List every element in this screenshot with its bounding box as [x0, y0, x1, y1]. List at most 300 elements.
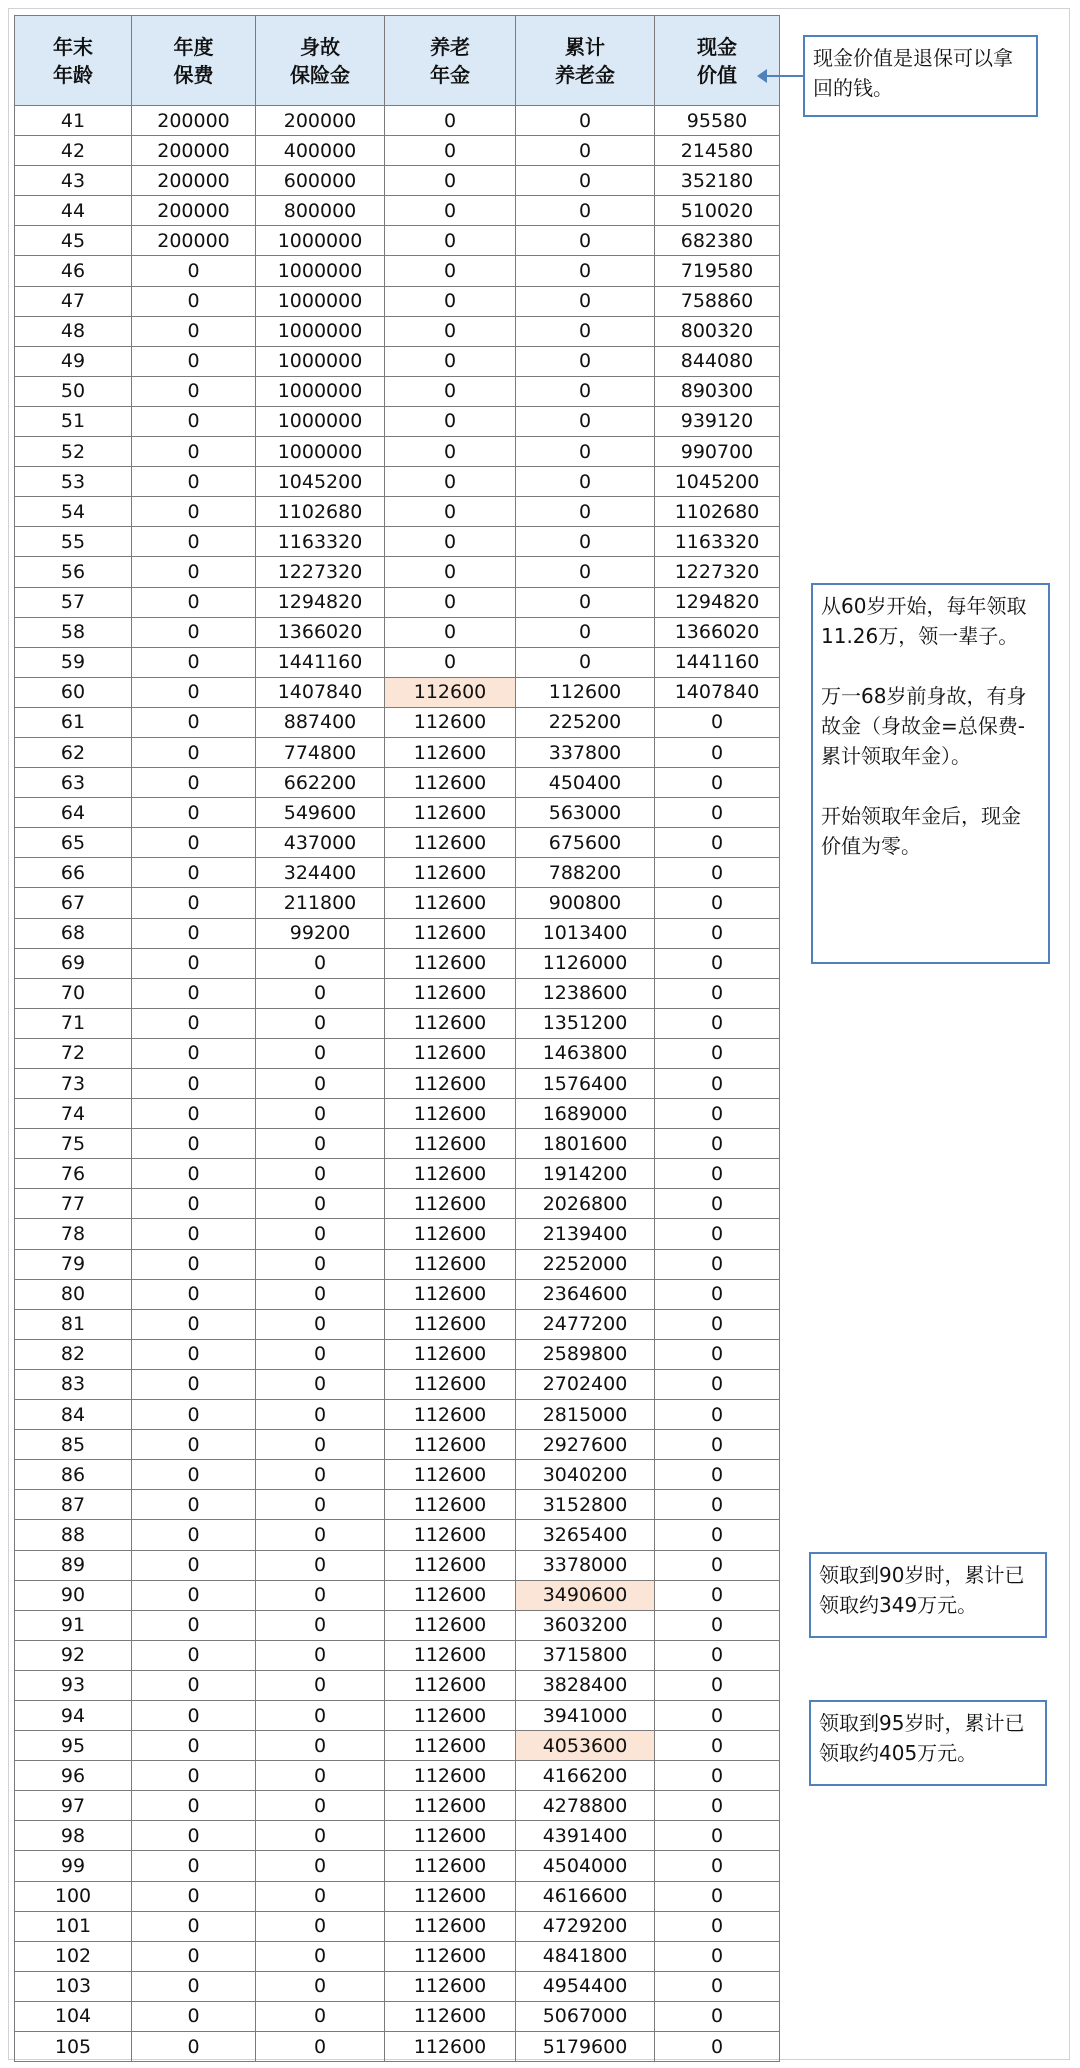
cell-death-benefit: 0	[256, 1580, 385, 1610]
cell-age: 93	[15, 1670, 132, 1700]
cell-age: 90	[15, 1580, 132, 1610]
cell-pension-annuity: 112600	[385, 1249, 516, 1279]
table-row	[15, 557, 780, 587]
cell-death-benefit: 99200	[256, 918, 385, 948]
cell-annual-premium: 200000	[132, 106, 256, 136]
cell-age: 47	[15, 286, 132, 316]
table-row	[15, 737, 780, 767]
cell-death-benefit: 0	[256, 1791, 385, 1821]
cell-cash-value: 0	[655, 1249, 780, 1279]
table-row	[15, 346, 780, 376]
cell-annual-premium: 0	[132, 437, 256, 467]
note-age-95: 领取到95岁时，累计已领取约405万元。	[809, 1700, 1047, 1786]
cell-death-benefit: 0	[256, 1129, 385, 1159]
cell-annual-premium: 0	[132, 677, 256, 707]
table-row	[15, 1219, 780, 1249]
cell-cash-value: 0	[655, 1941, 780, 1971]
note-cash-value: 现金价值是退保可以拿回的钱。	[803, 35, 1038, 117]
cell-age: 88	[15, 1520, 132, 1550]
cell-cumulative-pension: 0	[516, 437, 655, 467]
table-row	[15, 1008, 780, 1038]
cell-age: 56	[15, 557, 132, 587]
cell-age: 100	[15, 1881, 132, 1911]
header-annual-premium: 年度 保费	[132, 16, 256, 106]
cell-cash-value: 682380	[655, 226, 780, 256]
cell-annual-premium: 0	[132, 1309, 256, 1339]
cell-annual-premium: 0	[132, 948, 256, 978]
cell-death-benefit: 0	[256, 1851, 385, 1881]
cell-pension-annuity: 112600	[385, 1189, 516, 1219]
cell-annual-premium: 0	[132, 527, 256, 557]
cell-annual-premium: 0	[132, 617, 256, 647]
cell-pension-annuity: 112600	[385, 1400, 516, 1430]
cell-cash-value: 510020	[655, 196, 780, 226]
cell-age: 68	[15, 918, 132, 948]
cell-cash-value: 214580	[655, 136, 780, 166]
cell-cash-value: 0	[655, 1580, 780, 1610]
cell-pension-annuity: 0	[385, 196, 516, 226]
cell-cash-value: 1102680	[655, 497, 780, 527]
cell-age: 49	[15, 346, 132, 376]
cell-death-benefit: 400000	[256, 136, 385, 166]
cell-pension-annuity: 112600	[385, 768, 516, 798]
cell-age: 42	[15, 136, 132, 166]
table-row	[15, 587, 780, 617]
cell-death-benefit: 774800	[256, 737, 385, 767]
cell-annual-premium: 0	[132, 647, 256, 677]
cell-annual-premium: 0	[132, 286, 256, 316]
table-header-row	[15, 16, 780, 106]
cell-age: 51	[15, 406, 132, 436]
cell-annual-premium: 0	[132, 1700, 256, 1730]
table-row	[15, 1159, 780, 1189]
cell-pension-annuity: 0	[385, 376, 516, 406]
cell-cumulative-pension: 2589800	[516, 1339, 655, 1369]
cell-pension-annuity: 112600	[385, 1670, 516, 1700]
cell-annual-premium: 0	[132, 1249, 256, 1279]
note-annuity-explanation	[811, 583, 1050, 964]
cell-cash-value: 0	[655, 768, 780, 798]
cell-cumulative-pension: 3941000	[516, 1700, 655, 1730]
cell-cash-value: 0	[655, 1159, 780, 1189]
cell-cash-value: 0	[655, 1460, 780, 1490]
cell-age: 46	[15, 256, 132, 286]
cell-cumulative-pension: 0	[516, 196, 655, 226]
cell-death-benefit: 0	[256, 1189, 385, 1219]
cell-death-benefit: 211800	[256, 888, 385, 918]
table-row	[15, 527, 780, 557]
cell-annual-premium: 0	[132, 1851, 256, 1881]
table-body	[15, 106, 780, 2062]
cell-death-benefit: 0	[256, 1369, 385, 1399]
cell-cash-value: 800320	[655, 316, 780, 346]
table-row	[15, 1129, 780, 1159]
cell-cumulative-pension: 112600	[516, 677, 655, 707]
table-row	[15, 1821, 780, 1851]
cell-cash-value: 1294820	[655, 587, 780, 617]
cell-cumulative-pension: 2927600	[516, 1430, 655, 1460]
cell-age: 48	[15, 316, 132, 346]
cell-pension-annuity: 112600	[385, 1069, 516, 1099]
cell-cash-value: 0	[655, 1520, 780, 1550]
cell-cumulative-pension: 4504000	[516, 1851, 655, 1881]
cell-cash-value: 890300	[655, 376, 780, 406]
cell-cumulative-pension: 1914200	[516, 1159, 655, 1189]
cell-cumulative-pension: 4616600	[516, 1881, 655, 1911]
cell-cash-value: 0	[655, 1550, 780, 1580]
cell-death-benefit: 1000000	[256, 256, 385, 286]
cell-pension-annuity: 0	[385, 467, 516, 497]
cell-age: 101	[15, 1911, 132, 1941]
cell-pension-annuity: 112600	[385, 1881, 516, 1911]
cell-cash-value: 0	[655, 1099, 780, 1129]
cell-pension-annuity: 112600	[385, 737, 516, 767]
cell-death-benefit: 0	[256, 1038, 385, 1068]
cell-cash-value: 0	[655, 1700, 780, 1730]
cell-death-benefit: 800000	[256, 196, 385, 226]
cell-cash-value: 0	[655, 1400, 780, 1430]
cell-age: 64	[15, 798, 132, 828]
table-row	[15, 1610, 780, 1640]
cell-pension-annuity: 112600	[385, 1038, 516, 1068]
cell-cash-value: 1407840	[655, 677, 780, 707]
table-row	[15, 136, 780, 166]
cell-death-benefit: 0	[256, 1309, 385, 1339]
cell-cash-value: 0	[655, 1038, 780, 1068]
cell-cumulative-pension: 3040200	[516, 1460, 655, 1490]
cell-death-benefit: 0	[256, 1941, 385, 1971]
cell-cumulative-pension: 225200	[516, 707, 655, 737]
cell-age: 96	[15, 1761, 132, 1791]
cell-age: 50	[15, 376, 132, 406]
cell-cash-value: 0	[655, 978, 780, 1008]
cell-cumulative-pension: 0	[516, 166, 655, 196]
cell-cumulative-pension: 1801600	[516, 1129, 655, 1159]
cell-pension-annuity: 112600	[385, 1731, 516, 1761]
cell-cash-value: 0	[655, 1971, 780, 2001]
table-row	[15, 2001, 780, 2031]
cell-cash-value: 990700	[655, 437, 780, 467]
cell-cumulative-pension: 0	[516, 316, 655, 346]
cell-cumulative-pension: 3490600	[516, 1580, 655, 1610]
cell-annual-premium: 0	[132, 1189, 256, 1219]
cell-pension-annuity: 112600	[385, 1761, 516, 1791]
cell-death-benefit: 0	[256, 1520, 385, 1550]
cell-annual-premium: 0	[132, 737, 256, 767]
cell-cumulative-pension: 2477200	[516, 1309, 655, 1339]
cell-pension-annuity: 0	[385, 647, 516, 677]
cell-pension-annuity: 0	[385, 527, 516, 557]
cell-annual-premium: 0	[132, 1670, 256, 1700]
note-annuity-death: 万一68岁前身故，有身故金（身故金=总保费-累计领取年金）。	[821, 684, 1027, 768]
cell-cash-value: 1045200	[655, 467, 780, 497]
table-row	[15, 888, 780, 918]
table-row	[15, 256, 780, 286]
cell-annual-premium: 0	[132, 376, 256, 406]
cell-death-benefit: 437000	[256, 828, 385, 858]
table-row	[15, 2032, 780, 2062]
cell-age: 75	[15, 1129, 132, 1159]
cell-annual-premium: 0	[132, 1640, 256, 1670]
cell-cash-value: 0	[655, 1008, 780, 1038]
cell-pension-annuity: 112600	[385, 1851, 516, 1881]
note-annuity-start: 从60岁开始，每年领取11.26万，领一辈子。	[821, 594, 1027, 648]
cell-cash-value: 0	[655, 1279, 780, 1309]
cell-annual-premium: 0	[132, 1159, 256, 1189]
cell-cumulative-pension: 4841800	[516, 1941, 655, 1971]
cell-death-benefit: 1045200	[256, 467, 385, 497]
cell-pension-annuity: 0	[385, 166, 516, 196]
cell-age: 74	[15, 1099, 132, 1129]
cell-pension-annuity: 112600	[385, 1159, 516, 1189]
cell-annual-premium: 0	[132, 587, 256, 617]
cell-cumulative-pension: 4166200	[516, 1761, 655, 1791]
cell-cumulative-pension: 0	[516, 106, 655, 136]
cell-pension-annuity: 0	[385, 226, 516, 256]
cell-cumulative-pension: 4053600	[516, 1731, 655, 1761]
table-row	[15, 1460, 780, 1490]
cell-age: 80	[15, 1279, 132, 1309]
table-row	[15, 798, 780, 828]
table-row	[15, 1791, 780, 1821]
table-row	[15, 1038, 780, 1068]
table-row	[15, 286, 780, 316]
cell-death-benefit: 0	[256, 1821, 385, 1851]
cell-cumulative-pension: 2702400	[516, 1369, 655, 1399]
cell-cash-value: 0	[655, 1069, 780, 1099]
cell-annual-premium: 0	[132, 1430, 256, 1460]
cell-age: 60	[15, 677, 132, 707]
cell-annual-premium: 0	[132, 1369, 256, 1399]
cell-annual-premium: 0	[132, 768, 256, 798]
table-row	[15, 617, 780, 647]
cell-death-benefit: 0	[256, 1219, 385, 1249]
cell-cumulative-pension: 0	[516, 406, 655, 436]
cell-age: 45	[15, 226, 132, 256]
cell-death-benefit: 0	[256, 1911, 385, 1941]
cell-cumulative-pension: 5067000	[516, 2001, 655, 2031]
cell-cumulative-pension: 900800	[516, 888, 655, 918]
cell-pension-annuity: 112600	[385, 1369, 516, 1399]
cell-pension-annuity: 112600	[385, 918, 516, 948]
cell-cash-value: 0	[655, 948, 780, 978]
cell-annual-premium: 0	[132, 406, 256, 436]
cell-age: 85	[15, 1430, 132, 1460]
cell-age: 95	[15, 1731, 132, 1761]
cell-annual-premium: 0	[132, 1129, 256, 1159]
cell-age: 102	[15, 1941, 132, 1971]
cell-annual-premium: 0	[132, 1038, 256, 1068]
header-age: 年末 年龄	[15, 16, 132, 106]
cell-age: 67	[15, 888, 132, 918]
cell-pension-annuity: 112600	[385, 1911, 516, 1941]
table-row	[15, 1279, 780, 1309]
cell-annual-premium: 0	[132, 1791, 256, 1821]
table-row	[15, 1249, 780, 1279]
table-row	[15, 1099, 780, 1129]
cell-death-benefit: 0	[256, 1069, 385, 1099]
cell-annual-premium: 0	[132, 1821, 256, 1851]
cell-pension-annuity: 112600	[385, 677, 516, 707]
cell-cumulative-pension: 0	[516, 256, 655, 286]
cell-cumulative-pension: 4729200	[516, 1911, 655, 1941]
table-row	[15, 1941, 780, 1971]
cell-pension-annuity: 112600	[385, 1640, 516, 1670]
cell-age: 91	[15, 1610, 132, 1640]
cell-pension-annuity: 0	[385, 106, 516, 136]
cell-pension-annuity: 0	[385, 557, 516, 587]
cell-cash-value: 1163320	[655, 527, 780, 557]
cell-cumulative-pension: 337800	[516, 737, 655, 767]
note-annuity-cash: 开始领取年金后，现金价值为零。	[821, 804, 1021, 858]
cell-cumulative-pension: 2364600	[516, 1279, 655, 1309]
cell-age: 77	[15, 1189, 132, 1219]
cell-death-benefit: 1227320	[256, 557, 385, 587]
cell-death-benefit: 324400	[256, 858, 385, 888]
cell-death-benefit: 0	[256, 1550, 385, 1580]
cell-annual-premium: 0	[132, 1400, 256, 1430]
table-row	[15, 1430, 780, 1460]
cell-cumulative-pension: 563000	[516, 798, 655, 828]
cell-pension-annuity: 112600	[385, 1821, 516, 1851]
cell-death-benefit: 600000	[256, 166, 385, 196]
cell-annual-premium: 0	[132, 707, 256, 737]
cell-death-benefit: 1163320	[256, 527, 385, 557]
insurance-benefit-table	[14, 15, 780, 2062]
cell-death-benefit: 0	[256, 1731, 385, 1761]
cell-annual-premium: 0	[132, 557, 256, 587]
cell-death-benefit: 1000000	[256, 406, 385, 436]
cell-age: 105	[15, 2032, 132, 2062]
cell-cumulative-pension: 0	[516, 617, 655, 647]
cell-cumulative-pension: 450400	[516, 768, 655, 798]
cell-pension-annuity: 112600	[385, 978, 516, 1008]
table-row	[15, 978, 780, 1008]
cell-age: 54	[15, 497, 132, 527]
cell-annual-premium: 0	[132, 1550, 256, 1580]
cell-cash-value: 0	[655, 1369, 780, 1399]
cell-cumulative-pension: 3152800	[516, 1490, 655, 1520]
cell-cash-value: 0	[655, 707, 780, 737]
cell-age: 59	[15, 647, 132, 677]
table-row	[15, 768, 780, 798]
cell-cash-value: 0	[655, 1339, 780, 1369]
cell-pension-annuity: 112600	[385, 2001, 516, 2031]
cell-death-benefit: 0	[256, 1400, 385, 1430]
cell-death-benefit: 0	[256, 1881, 385, 1911]
cell-cash-value: 0	[655, 1911, 780, 1941]
cell-pension-annuity: 112600	[385, 1339, 516, 1369]
cell-cumulative-pension: 1689000	[516, 1099, 655, 1129]
table-row	[15, 948, 780, 978]
cell-cumulative-pension: 1351200	[516, 1008, 655, 1038]
cell-pension-annuity: 0	[385, 406, 516, 436]
table-row	[15, 1369, 780, 1399]
cell-age: 84	[15, 1400, 132, 1430]
cell-death-benefit: 0	[256, 2001, 385, 2031]
cell-age: 97	[15, 1791, 132, 1821]
table-row	[15, 1520, 780, 1550]
cell-age: 78	[15, 1219, 132, 1249]
cell-cash-value: 0	[655, 1490, 780, 1520]
cell-age: 86	[15, 1460, 132, 1490]
cell-cumulative-pension: 2026800	[516, 1189, 655, 1219]
table-row	[15, 437, 780, 467]
header-cumulative-pension: 累计 养老金	[516, 16, 655, 106]
table-row	[15, 707, 780, 737]
cell-pension-annuity: 112600	[385, 948, 516, 978]
cell-annual-premium: 0	[132, 1460, 256, 1490]
cell-cash-value: 0	[655, 1219, 780, 1249]
cell-pension-annuity: 112600	[385, 1700, 516, 1730]
cell-death-benefit: 1000000	[256, 226, 385, 256]
cell-age: 104	[15, 2001, 132, 2031]
cell-age: 43	[15, 166, 132, 196]
cell-pension-annuity: 0	[385, 497, 516, 527]
cell-annual-premium: 0	[132, 1279, 256, 1309]
cell-annual-premium: 0	[132, 1069, 256, 1099]
cell-death-benefit: 1000000	[256, 316, 385, 346]
table-row	[15, 1971, 780, 2001]
cell-cash-value: 0	[655, 888, 780, 918]
cell-annual-premium: 0	[132, 497, 256, 527]
cell-annual-premium: 0	[132, 1731, 256, 1761]
cell-death-benefit: 0	[256, 1430, 385, 1460]
cell-pension-annuity: 112600	[385, 1550, 516, 1580]
cell-cumulative-pension: 3265400	[516, 1520, 655, 1550]
cell-age: 65	[15, 828, 132, 858]
cell-pension-annuity: 112600	[385, 1008, 516, 1038]
table-row	[15, 918, 780, 948]
cell-annual-premium: 0	[132, 1008, 256, 1038]
table-row	[15, 677, 780, 707]
cell-death-benefit: 1366020	[256, 617, 385, 647]
cell-annual-premium: 0	[132, 1520, 256, 1550]
cell-cash-value: 0	[655, 2032, 780, 2062]
cell-cash-value: 0	[655, 1640, 780, 1670]
cell-age: 63	[15, 768, 132, 798]
cell-age: 87	[15, 1490, 132, 1520]
cell-cumulative-pension: 1013400	[516, 918, 655, 948]
cell-age: 89	[15, 1550, 132, 1580]
cell-cumulative-pension: 0	[516, 136, 655, 166]
cell-death-benefit: 0	[256, 978, 385, 1008]
cell-cumulative-pension: 0	[516, 587, 655, 617]
cell-death-benefit: 0	[256, 2032, 385, 2062]
table-row	[15, 1550, 780, 1580]
cell-cumulative-pension: 675600	[516, 828, 655, 858]
cell-cumulative-pension: 2139400	[516, 1219, 655, 1249]
cell-pension-annuity: 112600	[385, 1791, 516, 1821]
cell-cumulative-pension: 0	[516, 647, 655, 677]
cell-age: 83	[15, 1369, 132, 1399]
cell-pension-annuity: 112600	[385, 888, 516, 918]
table-row	[15, 647, 780, 677]
table-row	[15, 376, 780, 406]
cell-pension-annuity: 112600	[385, 1580, 516, 1610]
cell-age: 73	[15, 1069, 132, 1099]
cell-cumulative-pension: 1126000	[516, 948, 655, 978]
cell-cash-value: 758860	[655, 286, 780, 316]
cell-annual-premium: 0	[132, 256, 256, 286]
table-row	[15, 1069, 780, 1099]
cell-cash-value: 0	[655, 1610, 780, 1640]
cell-cumulative-pension: 788200	[516, 858, 655, 888]
cell-pension-annuity: 112600	[385, 1129, 516, 1159]
cell-pension-annuity: 0	[385, 437, 516, 467]
cell-death-benefit: 0	[256, 1460, 385, 1490]
cell-cash-value: 844080	[655, 346, 780, 376]
